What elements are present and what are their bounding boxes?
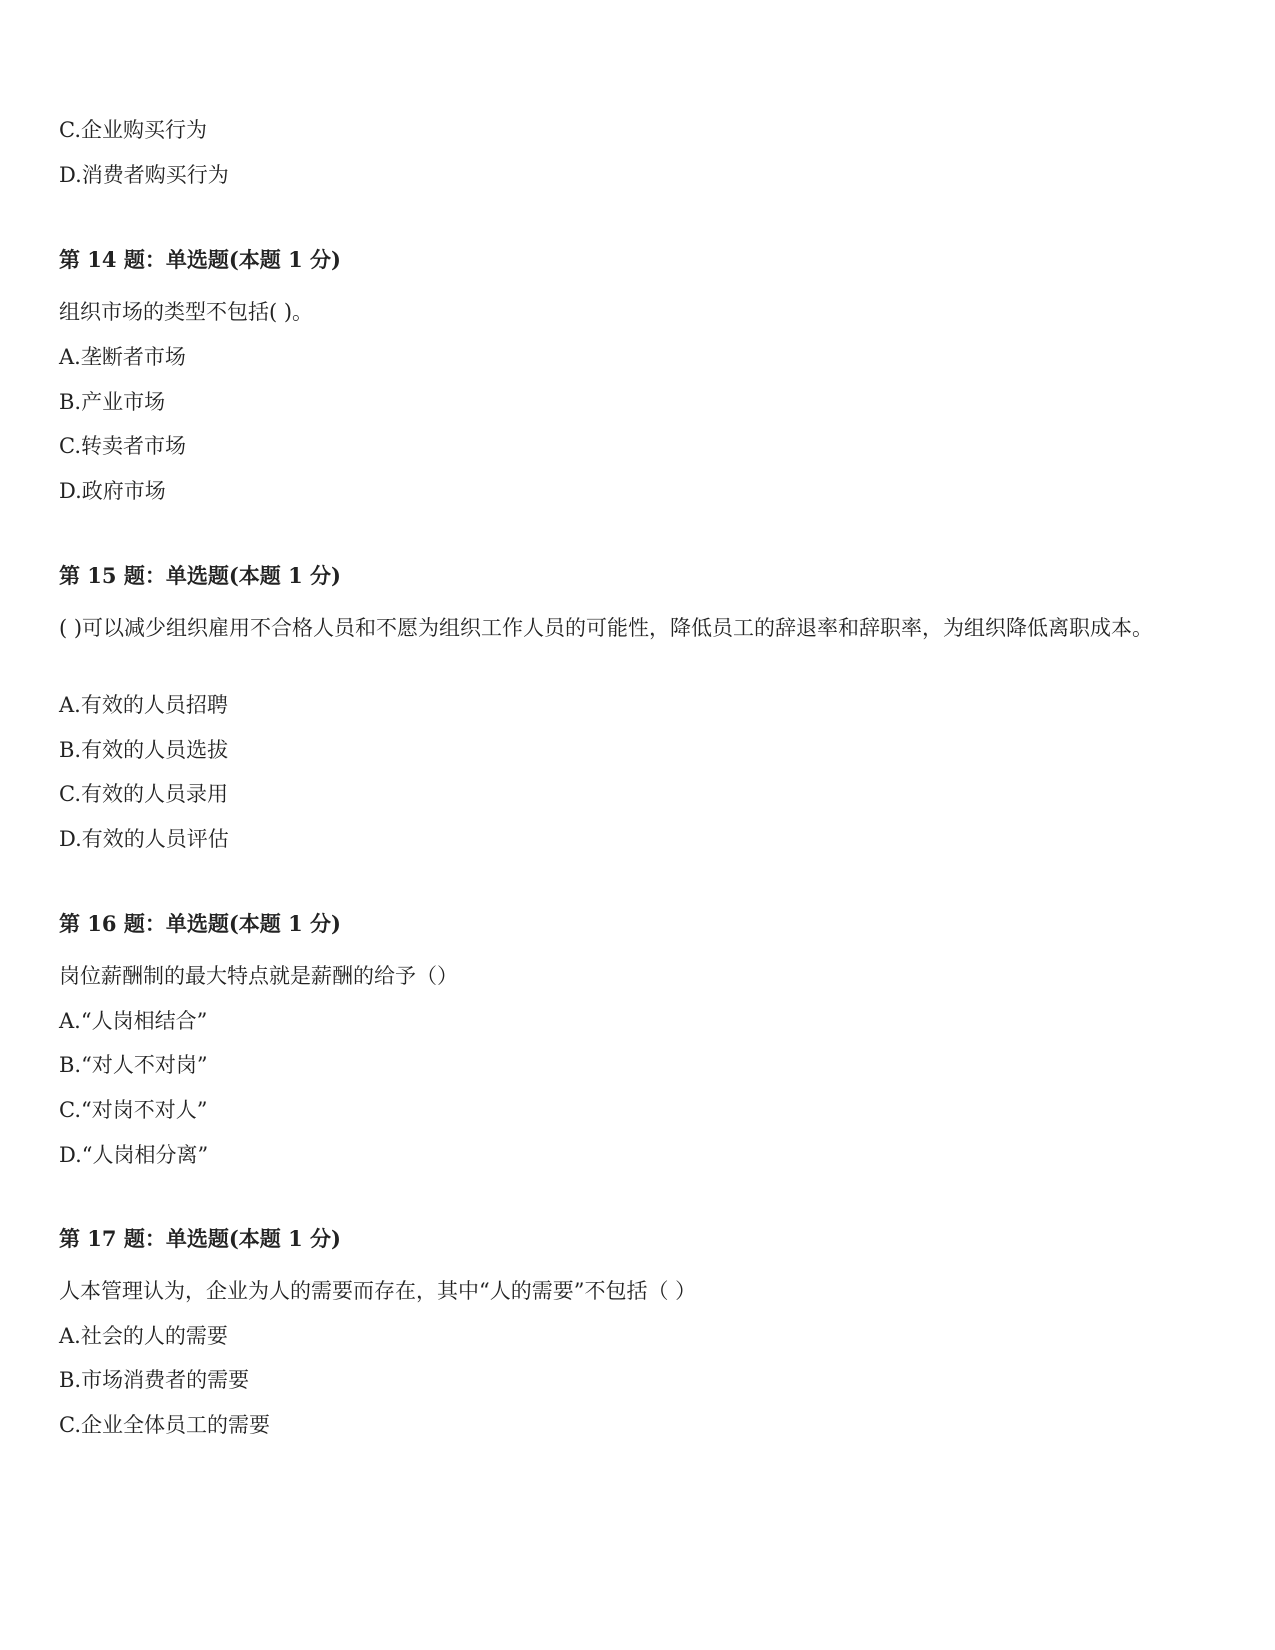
question-17-option-a: A.社会的人的需要 — [59, 1324, 228, 1348]
question-14-option-b: B.产业市场 — [59, 390, 166, 414]
question-15-option-b: B.有效的人员选拔 — [59, 738, 229, 762]
question-16-option-a: A.“人岗相结合” — [59, 1009, 208, 1033]
question-15-option-a: A.有效的人员招聘 — [59, 693, 228, 717]
question-15-option-c: C.有效的人员录用 — [59, 782, 228, 806]
question-15-title: 第 15 题：单选题(本题 1 分) — [59, 563, 341, 588]
question-14-option-c: C.转卖者市场 — [59, 434, 186, 458]
question-14-stem: 组织市场的类型不包括( )。 — [59, 300, 314, 324]
question-15-stem: ( )可以减少组织雇用不合格人员和不愿为组织工作人员的可能性，降低员工的辞退率和辞职率，为组织降低离职成本。 — [59, 616, 1154, 640]
question-16-title: 第 16 题：单选题(本题 1 分) — [59, 911, 341, 936]
question-17-option-b: B.市场消费者的需要 — [59, 1368, 250, 1392]
option-d: D.消费者购买行为 — [59, 163, 229, 187]
question-16-stem: 岗位薪酬制的最大特点就是薪酬的给予（） — [59, 964, 458, 988]
question-16-option-b: B.“对人不对岗” — [59, 1053, 208, 1077]
question-17-option-c: C.企业全体员工的需要 — [59, 1413, 270, 1437]
question-17-title: 第 17 题：单选题(本题 1 分) — [59, 1226, 341, 1251]
option-c: C.企业购买行为 — [59, 118, 207, 142]
question-14-title: 第 14 题：单选题(本题 1 分) — [59, 247, 341, 272]
question-16-option-c: C.“对岗不对人” — [59, 1098, 208, 1122]
question-17-stem: 人本管理认为，企业为人的需要而存在，其中“人的需要”不包括（ ） — [59, 1279, 697, 1303]
question-16-option-d: D.“人岗相分离” — [59, 1143, 209, 1167]
question-14-option-a: A.垄断者市场 — [59, 345, 186, 369]
question-14-option-d: D.政府市场 — [59, 479, 166, 503]
question-15-option-d: D.有效的人员评估 — [59, 827, 229, 851]
